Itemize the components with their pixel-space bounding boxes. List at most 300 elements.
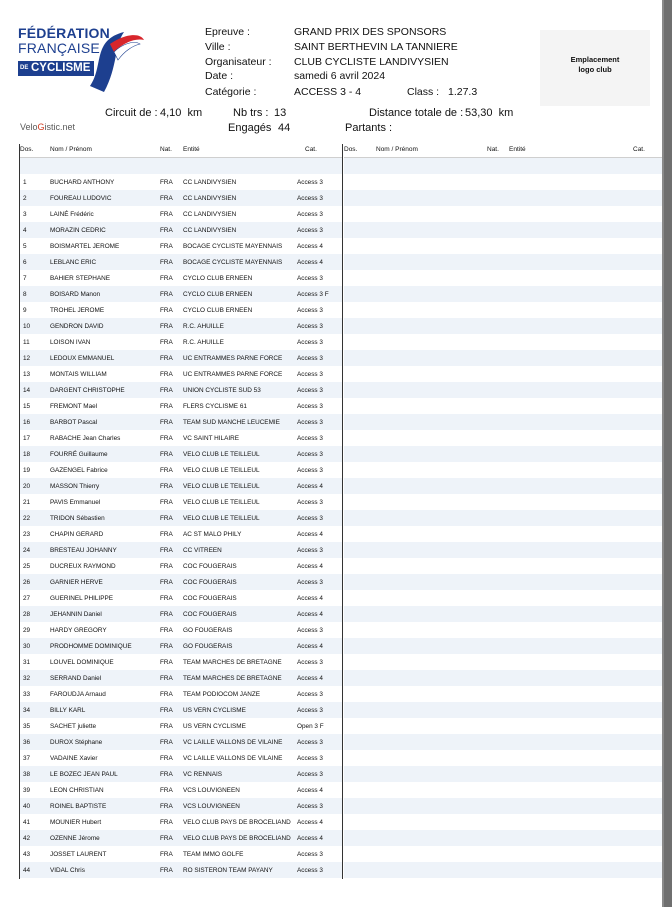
rider-category: Access 3 <box>297 355 323 362</box>
table-row <box>20 638 342 654</box>
rider-nat: FRA <box>160 211 173 218</box>
rider-category: Access 3 <box>297 771 323 778</box>
header-nom: Nom / Prénom <box>50 146 92 153</box>
rider-nat: FRA <box>160 787 173 794</box>
rider-name: BILLY KARL <box>50 707 86 714</box>
rider-entity: UC ENTRAMMES PARNE FORCE <box>183 355 283 362</box>
empty-row <box>344 318 662 334</box>
table-row <box>20 702 342 718</box>
table-row <box>20 430 342 446</box>
empty-row <box>344 686 662 702</box>
empty-row <box>344 446 662 462</box>
empty-row <box>344 398 662 414</box>
rider-category: Access 3 <box>297 227 323 234</box>
rider-dos: 10 <box>23 323 31 330</box>
empty-row <box>344 542 662 558</box>
rider-nat: FRA <box>160 291 173 298</box>
rider-dos: 8 <box>23 291 27 298</box>
rider-entity: COC FOUGERAIS <box>183 563 237 570</box>
rider-name: SACHET juliette <box>50 723 97 730</box>
table-row <box>20 654 342 670</box>
rider-name: JEHANNIN Daniel <box>50 611 102 618</box>
rider-category: Access 3 <box>297 755 323 762</box>
rider-dos: 17 <box>23 435 31 442</box>
rider-category: Access 4 <box>297 819 323 826</box>
rider-nat: FRA <box>160 323 173 330</box>
rider-dos: 38 <box>23 771 31 778</box>
rider-entity: VCS LOUVIGNEEN <box>183 787 240 794</box>
empty-row <box>344 766 662 782</box>
rider-nat: FRA <box>160 179 173 186</box>
rider-entity: VC LAILLE VALLONS DE VILAINE <box>183 755 283 762</box>
rider-name: GUERINEL PHILIPPE <box>50 595 113 602</box>
table-row <box>20 286 342 302</box>
organisateur-label: Organisateur : <box>205 56 272 68</box>
circuit-label: Circuit de : <box>105 107 158 119</box>
rider-entity: GO FOUGERAIS <box>183 627 233 634</box>
empty-row <box>344 270 662 286</box>
header-nom-right: Nom / Prénom <box>376 146 418 153</box>
rider-dos: 30 <box>23 643 31 650</box>
empty-row <box>344 430 662 446</box>
rider-entity: VCS LOUVIGNEEN <box>183 803 240 810</box>
rider-category: Access 3 <box>297 371 323 378</box>
rider-entity: CC LANDIVYSIEN <box>183 179 237 186</box>
empty-row <box>344 574 662 590</box>
rider-category: Access 4 <box>297 643 323 650</box>
rider-category: Access 3 <box>297 851 323 858</box>
categorie-value: ACCESS 3 - 4 <box>294 86 362 98</box>
table-row <box>20 174 342 190</box>
table-row <box>20 350 342 366</box>
header-entite: Entité <box>183 146 200 153</box>
empty-row <box>344 702 662 718</box>
empty-row <box>344 382 662 398</box>
rider-dos: 11 <box>23 339 30 346</box>
rider-dos: 40 <box>23 803 31 810</box>
epreuve-value: GRAND PRIX DES SPONSORS <box>294 26 447 38</box>
rider-category: Access 3 <box>297 499 323 506</box>
table-row <box>20 846 342 862</box>
rider-dos: 20 <box>23 483 31 490</box>
rider-name: MONTAIS WILLIAM <box>50 371 107 378</box>
table-row <box>20 606 342 622</box>
rider-entity: R.C. AHUILLE <box>183 323 224 330</box>
rider-nat: FRA <box>160 195 173 202</box>
header-nat: Nat. <box>160 146 172 153</box>
nbtrs-label: Nb trs : <box>233 107 269 119</box>
empty-row <box>344 366 662 382</box>
rider-nat: FRA <box>160 547 173 554</box>
velogistic-suffix: istic.net <box>44 122 76 132</box>
table-row <box>20 558 342 574</box>
rider-category: Access 3 <box>297 707 323 714</box>
rider-category: Access 3 <box>297 307 323 314</box>
rider-category: Access 3 <box>297 627 323 634</box>
rider-dos: 3 <box>23 211 27 218</box>
ffc-swoosh-icon <box>84 26 148 96</box>
rider-name: OZENNE Jérome <box>50 835 100 842</box>
rider-name: LOISON IVAN <box>50 339 91 346</box>
rider-name: BOISMARTEL JEROME <box>50 243 120 250</box>
rider-nat: FRA <box>160 483 173 490</box>
table-separator <box>342 144 343 879</box>
rider-name: VADAINE Xavier <box>50 755 98 762</box>
distance-value: 53,30 km <box>465 107 514 119</box>
rider-nat: FRA <box>160 339 173 346</box>
rider-category: Access 3 <box>297 387 323 394</box>
table-row <box>20 542 342 558</box>
empty-row <box>344 606 662 622</box>
rider-category: Access 3 <box>297 515 323 522</box>
rider-entity: VELO CLUB LE TEILLEUL <box>183 499 260 506</box>
rider-dos: 18 <box>23 451 31 458</box>
categorie-label: Catégorie : <box>205 86 257 98</box>
rider-name: FOURRÉ Guillaume <box>50 451 108 458</box>
rider-nat: FRA <box>160 419 173 426</box>
logo-line1: FÉDÉRATION <box>18 25 110 41</box>
nbtrs-value: 13 <box>274 107 287 119</box>
rider-entity: VELO CLUB LE TEILLEUL <box>183 467 260 474</box>
rider-entity: BOCAGE CYCLISTE MAYENNAIS <box>183 259 283 266</box>
rider-nat: FRA <box>160 227 173 234</box>
rider-entity: US VERN CYCLISME <box>183 707 246 714</box>
table-row <box>20 862 342 878</box>
rider-name: GENDRON DAVID <box>50 323 104 330</box>
rider-nat: FRA <box>160 451 173 458</box>
rider-category: Access 3 <box>297 195 323 202</box>
header-dos: Dos. <box>20 146 34 153</box>
rider-dos: 2 <box>23 195 27 202</box>
rider-category: Access 4 <box>297 563 323 570</box>
rider-dos: 36 <box>23 739 31 746</box>
table-row <box>20 670 342 686</box>
empty-row <box>344 750 662 766</box>
rider-nat: FRA <box>160 771 173 778</box>
empty-row <box>344 558 662 574</box>
rider-name: JOSSET LAURENT <box>50 851 107 858</box>
page-edge-shadow <box>664 0 672 907</box>
rider-entity: CC LANDIVYSIEN <box>183 211 237 218</box>
empty-row <box>344 286 662 302</box>
rider-entity: UNION CYCLISTE SUD 53 <box>183 387 261 394</box>
rider-name: LEDOUX EMMANUEL <box>50 355 115 362</box>
rider-nat: FRA <box>160 467 173 474</box>
rider-name: BUCHARD ANTHONY <box>50 179 115 186</box>
rider-dos: 41 <box>23 819 31 826</box>
class-value: 1.27.3 <box>448 86 478 98</box>
rider-category: Access 4 <box>297 835 323 842</box>
logo-de: DE <box>20 65 29 71</box>
rider-entity: CYCLO CLUB ERNEEN <box>183 291 253 298</box>
table-row <box>20 190 342 206</box>
rider-name: TROHEL JEROME <box>50 307 105 314</box>
rider-category: Access 3 <box>297 435 323 442</box>
table-row <box>20 590 342 606</box>
table-row <box>20 414 342 430</box>
rider-name: LOUVEL DOMINIQUE <box>50 659 114 666</box>
rider-name: BRESTEAU JOHANNY <box>50 547 117 554</box>
logo-line3 <box>18 61 94 76</box>
rider-category: Access 3 <box>297 323 323 330</box>
rider-category: Open 3 F <box>297 723 324 730</box>
organisateur-value: CLUB CYCLISTE LANDIVYSIEN <box>294 56 449 68</box>
rider-dos: 32 <box>23 675 31 682</box>
rider-entity: CC LANDIVYSIEN <box>183 227 237 234</box>
rider-category: Access 3 <box>297 275 323 282</box>
rider-nat: FRA <box>160 387 173 394</box>
table-row <box>20 478 342 494</box>
table-row <box>20 526 342 542</box>
empty-row <box>344 830 662 846</box>
rider-name: SERRAND Daniel <box>50 675 102 682</box>
rider-dos: 21 <box>23 499 31 506</box>
table-row <box>20 782 342 798</box>
rider-nat: FRA <box>160 627 173 634</box>
rider-category: Access 3 <box>297 803 323 810</box>
left-table-header <box>20 146 342 156</box>
empty-row <box>344 238 662 254</box>
rider-nat: FRA <box>160 723 173 730</box>
rider-name: DUROX Stéphane <box>50 739 103 746</box>
table-row <box>20 686 342 702</box>
rider-nat: FRA <box>160 499 173 506</box>
rider-nat: FRA <box>160 707 173 714</box>
left-table-spacer <box>20 158 342 174</box>
rider-entity: FLERS CYCLISME 61 <box>183 403 247 410</box>
rider-category: Access 3 F <box>297 291 329 298</box>
table-row <box>20 398 342 414</box>
rider-table <box>20 174 342 878</box>
table-row <box>20 206 342 222</box>
rider-dos: 6 <box>23 259 27 266</box>
club-logo-text-1: Emplacement <box>570 55 620 64</box>
rider-name: CHAPIN GERARD <box>50 531 104 538</box>
table-row <box>20 270 342 286</box>
rider-dos: 12 <box>23 355 31 362</box>
rider-dos: 1 <box>23 179 27 186</box>
empty-row <box>344 622 662 638</box>
empty-row <box>344 846 662 862</box>
rider-nat: FRA <box>160 867 173 874</box>
rider-entity: COC FOUGERAIS <box>183 579 237 586</box>
rider-dos: 29 <box>23 627 31 634</box>
ville-value: SAINT BERTHEVIN LA TANNIERE <box>294 41 458 53</box>
table-row <box>20 718 342 734</box>
rider-nat: FRA <box>160 595 173 602</box>
rider-entity: VELO CLUB LE TEILLEUL <box>183 483 260 490</box>
rider-name: MORAZIN CEDRIC <box>50 227 106 234</box>
rider-entity: GO FOUGERAIS <box>183 643 233 650</box>
rider-nat: FRA <box>160 307 173 314</box>
left-table-border <box>19 144 20 879</box>
rider-name: DARGENT CHRISTOPHE <box>50 387 125 394</box>
rider-dos: 37 <box>23 755 31 762</box>
rider-category: Access 3 <box>297 211 323 218</box>
rider-entity: VELO CLUB LE TEILLEUL <box>183 451 260 458</box>
table-row <box>20 462 342 478</box>
rider-name: BOISARD Manon <box>50 291 101 298</box>
rider-dos: 16 <box>23 419 31 426</box>
rider-nat: FRA <box>160 435 173 442</box>
rider-category: Access 3 <box>297 467 323 474</box>
table-row <box>20 366 342 382</box>
rider-entity: CYCLO CLUB ERNEEN <box>183 275 253 282</box>
rider-dos: 35 <box>23 723 31 730</box>
club-logo-placeholder <box>540 30 650 106</box>
distance-label: Distance totale de : <box>369 107 464 119</box>
table-row <box>20 318 342 334</box>
rider-nat: FRA <box>160 275 173 282</box>
rider-dos: 19 <box>23 467 31 474</box>
partants-table <box>344 158 662 878</box>
rider-dos: 9 <box>23 307 27 314</box>
rider-category: Access 3 <box>297 339 323 346</box>
rider-nat: FRA <box>160 611 173 618</box>
rider-nat: FRA <box>160 515 173 522</box>
right-table-header <box>344 146 662 156</box>
empty-row <box>344 590 662 606</box>
rider-nat: FRA <box>160 259 173 266</box>
engages-label: Engagés <box>228 122 272 134</box>
epreuve-label: Epreuve : <box>205 26 250 38</box>
empty-row <box>344 174 662 190</box>
empty-row <box>344 302 662 318</box>
rider-entity: TEAM MARCHES DE BRETAGNE <box>183 675 282 682</box>
rider-category: Access 3 <box>297 691 323 698</box>
rider-nat: FRA <box>160 531 173 538</box>
rider-category: Access 4 <box>297 595 323 602</box>
rider-nat: FRA <box>160 835 173 842</box>
rider-name: BAHIER STEPHANE <box>50 275 111 282</box>
rider-nat: FRA <box>160 659 173 666</box>
rider-name: DUCREUX RAYMOND <box>50 563 116 570</box>
rider-dos: 4 <box>23 227 27 234</box>
circuit-value: 4,10 km <box>160 107 203 119</box>
rider-name: LAINÉ Frédéric <box>50 211 94 218</box>
rider-category: Access 4 <box>297 531 323 538</box>
table-row <box>20 814 342 830</box>
rider-dos: 28 <box>23 611 31 618</box>
rider-name: HARDY GREGORY <box>50 627 107 634</box>
empty-row <box>344 254 662 270</box>
rider-nat: FRA <box>160 675 173 682</box>
rider-dos: 23 <box>23 531 31 538</box>
empty-row <box>344 494 662 510</box>
rider-entity: UC ENTRAMMES PARNE FORCE <box>183 371 283 378</box>
logo-cyclisme: CYCLISME <box>31 62 91 74</box>
rider-entity: TEAM PODIOCOM JANZE <box>183 691 261 698</box>
rider-name: PRODHOMME DOMINIQUE <box>50 643 132 650</box>
table-row <box>20 446 342 462</box>
date-label: Date : <box>205 70 234 82</box>
rider-dos: 7 <box>23 275 27 282</box>
empty-row <box>344 814 662 830</box>
rider-nat: FRA <box>160 563 173 570</box>
rider-dos: 26 <box>23 579 31 586</box>
velogistic-link[interactable] <box>20 122 75 132</box>
table-row <box>20 574 342 590</box>
table-row <box>20 622 342 638</box>
empty-row <box>344 638 662 654</box>
rider-name: TRIDON Sébastien <box>50 515 105 522</box>
empty-row <box>344 862 662 878</box>
rider-dos: 43 <box>23 851 31 858</box>
rider-nat: FRA <box>160 243 173 250</box>
rider-entity: TEAM MARCHES DE BRETAGNE <box>183 659 282 666</box>
ffc-logo <box>18 26 148 96</box>
rider-entity: VELO CLUB PAYS DE BROCELIAND <box>183 835 291 842</box>
empty-row <box>344 782 662 798</box>
rider-dos: 27 <box>23 595 31 602</box>
class-label: Class : <box>407 86 440 98</box>
rider-nat: FRA <box>160 755 173 762</box>
rider-category: Access 4 <box>297 483 323 490</box>
rider-dos: 24 <box>23 547 31 554</box>
rider-name: FOUREAU LUDOVIC <box>50 195 112 202</box>
rider-nat: FRA <box>160 403 173 410</box>
rider-nat: FRA <box>160 355 173 362</box>
rider-name: PAVIS Emmanuel <box>50 499 101 506</box>
rider-entity: TEAM IMMO GOLFE <box>183 851 244 858</box>
logo-line2: FRANÇAISE <box>18 40 100 56</box>
rider-entity: BOCAGE CYCLISTE MAYENNAIS <box>183 243 283 250</box>
velogistic-g: G <box>37 122 45 132</box>
rider-dos: 39 <box>23 787 31 794</box>
rider-dos: 31 <box>23 659 31 666</box>
rider-name: LEBLANC ERIC <box>50 259 97 266</box>
table-row <box>20 766 342 782</box>
empty-row <box>344 718 662 734</box>
rider-entity: VELO CLUB LE TEILLEUL <box>183 515 260 522</box>
rider-entity: VC LAILLE VALLONS DE VILAINE <box>183 739 283 746</box>
rider-name: FREMONT Mael <box>50 403 98 410</box>
velogistic-prefix: Velo <box>20 122 38 132</box>
rider-entity: R.C. AHUILLE <box>183 339 224 346</box>
rider-category: Access 3 <box>297 419 323 426</box>
rider-name: RABACHE Jean Charles <box>50 435 121 442</box>
empty-row <box>344 798 662 814</box>
rider-entity: COC FOUGERAIS <box>183 595 237 602</box>
empty-row <box>344 670 662 686</box>
rider-entity: VC RENNAIS <box>183 771 223 778</box>
rider-dos: 13 <box>23 371 31 378</box>
empty-row <box>344 462 662 478</box>
rider-name: BARBOT Pascal <box>50 419 98 426</box>
header-cat: Cat. <box>305 146 317 153</box>
engages-value: 44 <box>278 122 291 134</box>
rider-nat: FRA <box>160 739 173 746</box>
rider-category: Access 3 <box>297 451 323 458</box>
rider-category: Access 4 <box>297 611 323 618</box>
empty-row <box>344 734 662 750</box>
rider-name: ROINEL BAPTISTE <box>50 803 107 810</box>
table-row <box>20 734 342 750</box>
rider-name: GAZENGEL Fabrice <box>50 467 108 474</box>
header-entite-right: Entité <box>509 146 526 153</box>
empty-row <box>344 526 662 542</box>
rider-dos: 33 <box>23 691 31 698</box>
club-logo-text-2: logo club <box>578 65 612 74</box>
rider-category: Access 3 <box>297 179 323 186</box>
table-row <box>20 798 342 814</box>
rider-entity: CC VITREEN <box>183 547 222 554</box>
header-cat-right: Cat. <box>633 146 645 153</box>
empty-row <box>344 158 662 174</box>
partants-label: Partants : <box>345 122 393 134</box>
rider-category: Access 3 <box>297 579 323 586</box>
rider-category: Access 4 <box>297 243 323 250</box>
